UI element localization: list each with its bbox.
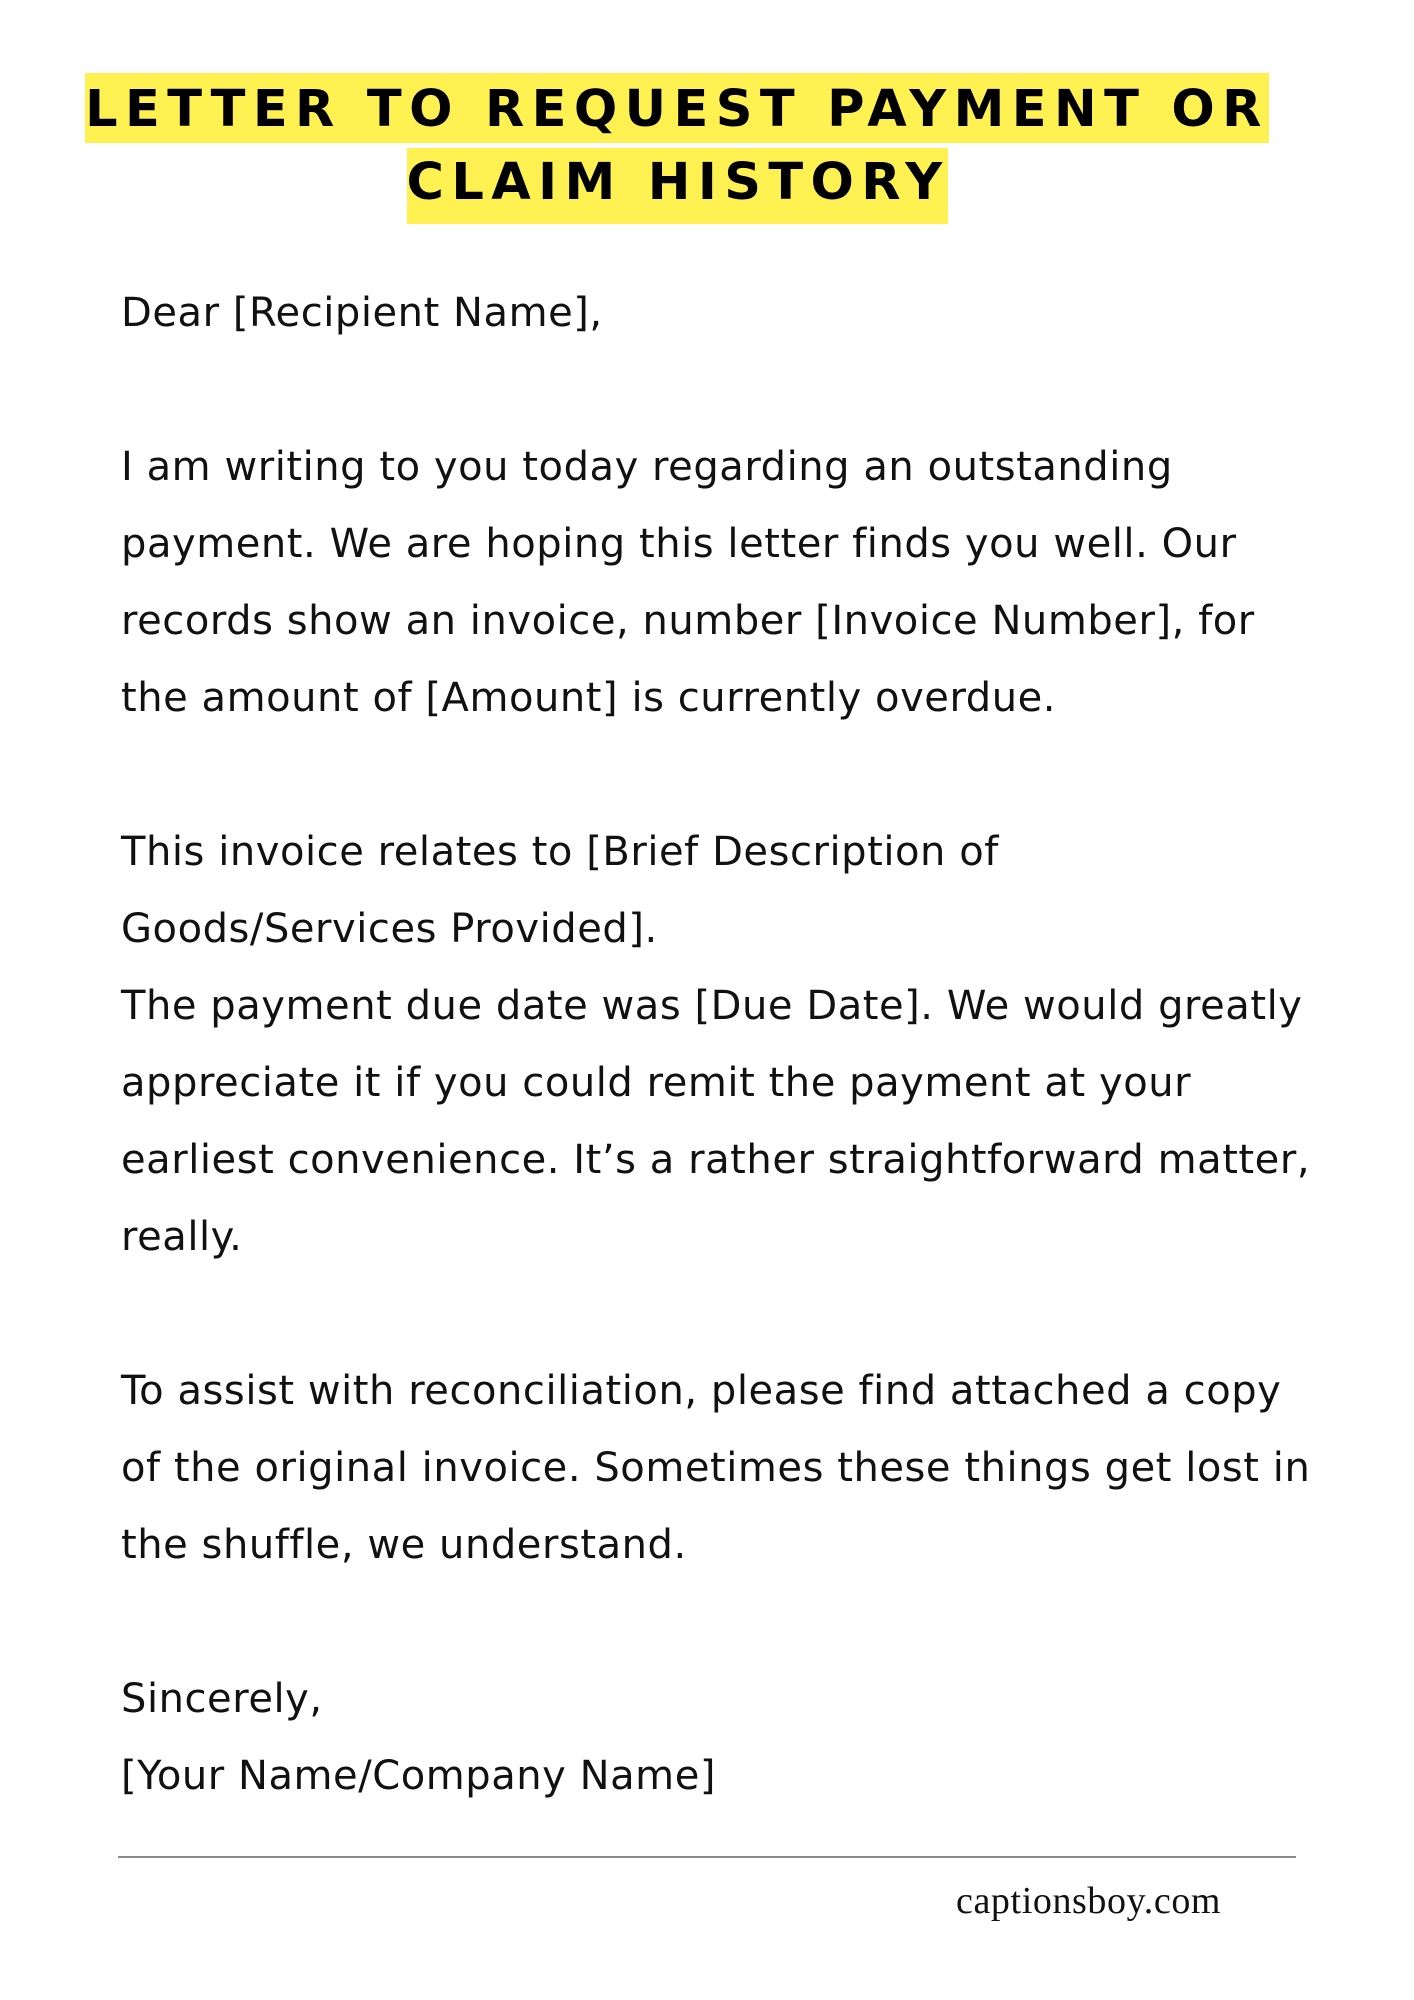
blank-line	[121, 737, 1381, 814]
blank-line	[121, 352, 1381, 429]
paragraph-3-line-2: appreciate it if you could remit the payment at your	[121, 1060, 1192, 1106]
paragraph-1-line-3: records show an invoice, number [Invoice Number], for	[121, 598, 1255, 644]
blank-line	[121, 1584, 1381, 1661]
paragraph-3-line-4: really.	[121, 1214, 243, 1260]
title-line-1	[85, 73, 1269, 146]
paragraph-3-line-3: earliest convenience. It’s a rather straightforward matter,	[121, 1137, 1311, 1183]
blank-line	[121, 1276, 1381, 1353]
letter-body	[121, 275, 1381, 1815]
title-line-2	[85, 146, 1269, 219]
document-title	[85, 73, 1269, 219]
greeting-line: Dear [Recipient Name],	[121, 290, 603, 336]
paragraph-1-line-2: payment. We are hoping this letter finds you well. Our	[121, 521, 1237, 567]
footer-divider	[118, 1856, 1296, 1858]
closing-line: Sincerely,	[121, 1676, 323, 1722]
title-highlight-2: CLAIM HISTORY	[407, 148, 948, 224]
paragraph-4-line-3: the shuffle, we understand.	[121, 1522, 687, 1568]
footer-brand: captionsboy.com	[956, 1880, 1222, 1922]
signature-line: [Your Name/Company Name]	[121, 1753, 717, 1799]
paragraph-1-line-1: I am writing to you today regarding an outstanding	[121, 444, 1173, 490]
paragraph-2-line-1: This invoice relates to [Brief Description of	[121, 829, 999, 875]
title-highlight-1: LETTER TO REQUEST PAYMENT OR	[85, 73, 1269, 143]
paragraph-4-line-2: of the original invoice. Sometimes these things get lost in	[121, 1445, 1311, 1491]
paragraph-2-line-2: Goods/Services Provided].	[121, 906, 658, 952]
paragraph-3-line-1: The payment due date was [Due Date]. We would greatly	[121, 983, 1303, 1029]
paragraph-1-line-4: the amount of [Amount] is currently overdue.	[121, 675, 1057, 721]
paragraph-4-line-1: To assist with reconciliation, please find attached a copy	[121, 1368, 1282, 1414]
